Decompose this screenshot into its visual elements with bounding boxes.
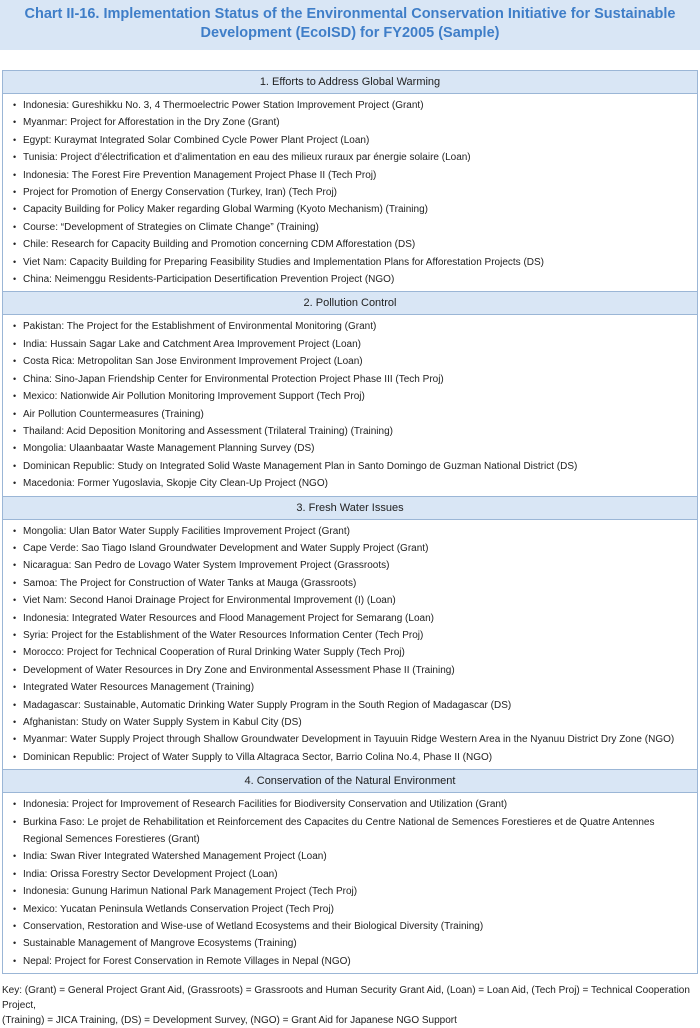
list-item: • Dominican Republic: Study on Integrated Solid Waste Management Plan in Santo Domingo de Guzman National District (DS) [3,458,697,475]
list-item: • Nicaragua: San Pedro de Lovago Water System Improvement Project (Grassroots) [3,557,697,574]
section-item-list [3,314,697,496]
list-item: • Indonesia: The Forest Fire Prevention Management Project Phase II (Tech Proj) [3,167,697,184]
section-4 [3,770,697,973]
list-item: • Indonesia: Gunung Harimun National Park Management Project (Tech Proj) [3,883,697,900]
section-2 [3,292,697,496]
list-item: • Mexico: Nationwide Air Pollution Monitoring Improvement Support (Tech Proj) [3,388,697,405]
section-3 [3,497,697,771]
list-item: • Mongolia: Ulan Bator Water Supply Facilities Improvement Project (Grant) [3,523,697,540]
list-item: • Viet Nam: Capacity Building for Preparing Feasibility Studies and Implementation Plans for Afforestation Projects (DS) [3,254,697,271]
initiative-table [2,70,698,974]
list-item: • Viet Nam: Second Hanoi Drainage Project for Environmental Improvement (I) (Loan) [3,592,697,609]
chart-title-line-2: Development (EcoISD) for FY2005 (Sample) [200,25,500,41]
list-item: • Costa Rica: Metropolitan San Jose Environment Improvement Project (Loan) [3,353,697,370]
list-item: • Pakistan: The Project for the Establishment of Environmental Monitoring (Grant) [3,318,697,335]
list-item: • Macedonia: Former Yugoslavia, Skopje City Clean-Up Project (NGO) [3,475,697,492]
list-item: • Nepal: Project for Forest Conservation in Remote Villages in Nepal (NGO) [3,953,697,970]
section-heading: 4. Conservation of the Natural Environment [3,770,697,792]
list-item: • Project for Promotion of Energy Conservation (Turkey, Iran) (Tech Proj) [3,184,697,201]
list-item: • Madagascar: Sustainable, Automatic Drinking Water Supply Program in the South Region of Madagascar (DS) [3,697,697,714]
section-1 [3,71,697,292]
list-item: • Morocco: Project for Technical Cooperation of Rural Drinking Water Supply (Tech Proj) [3,644,697,661]
list-item: • Sustainable Management of Mangrove Ecosystems (Training) [3,935,697,952]
chart-title-line-1: Chart II-16. Implementation Status of the Environmental Conservation Initiative for Sustainable [24,6,676,22]
list-item: • Conservation, Restoration and Wise-use of Wetland Ecosystems and their Biological Diversity (Training) [3,918,697,935]
list-item: • Egypt: Kuraymat Integrated Solar Combined Cycle Power Plant Project (Loan) [3,132,697,149]
list-item: • Capacity Building for Policy Maker regarding Global Warming (Kyoto Mechanism) (Training) [3,201,697,218]
list-item: • Dominican Republic: Project of Water Supply to Villa Altagraca Sector, Barrio Colina No.4, Phase II (NGO) [3,749,697,766]
section-item-list [3,519,697,771]
section-heading: 2. Pollution Control [3,292,697,314]
list-item: • Development of Water Resources in Dry Zone and Environmental Assessment Phase II (Training) [3,662,697,679]
section-item-list [3,792,697,973]
list-item: • Thailand: Acid Deposition Monitoring and Assessment (Trilateral Training) (Training) [3,423,697,440]
list-item: • Samoa: The Project for Construction of Water Tanks at Mauga (Grassroots) [3,575,697,592]
list-item: • Indonesia: Integrated Water Resources and Flood Management Project for Semarang (Loan) [3,610,697,627]
chart-title [0,0,700,50]
list-item: • India: Hussain Sagar Lake and Catchment Area Improvement Project (Loan) [3,336,697,353]
list-item: • Mongolia: Ulaanbaatar Waste Management Planning Survey (DS) [3,440,697,457]
key-line-1: Key: (Grant) = General Project Grant Aid, (Grassroots) = Grassroots and Human Security Grant Aid, (Loan) = Loan Aid, (Tech Proj) = Technical Cooperation Project, [2,985,690,1011]
list-item: • Air Pollution Countermeasures (Training) [3,406,697,423]
list-item: • China: Neimenggu Residents-Participation Desertification Prevention Project (NGO) [3,271,697,288]
list-item: • Integrated Water Resources Management (Training) [3,679,697,696]
key-legend [2,983,698,1028]
list-item: • Syria: Project for the Establishment of the Water Resources Information Center (Tech Proj) [3,627,697,644]
list-item: • India: Orissa Forestry Sector Development Project (Loan) [3,866,697,883]
list-item: • Course: “Development of Strategies on Climate Change” (Training) [3,219,697,236]
list-item: • Indonesia: Gureshikku No. 3, 4 Thermoelectric Power Station Improvement Project (Grant) [3,97,697,114]
list-item: • India: Swan River Integrated Watershed Management Project (Loan) [3,848,697,865]
list-item: • Indonesia: Project for Improvement of Research Facilities for Biodiversity Conservation and Utilization (Grant) [3,796,697,813]
list-item: • Myanmar: Water Supply Project through Shallow Groundwater Development in Tayuuin Ridge Western Area in the Nyanuu District Dry Zone (NGO) [3,731,697,748]
list-item: • Cape Verde: Sao Tiago Island Groundwater Development and Water Supply Project (Grant) [3,540,697,557]
list-item: • Tunisia: Project d’électrification et d’alimentation en eau des milieux ruraux par énergie solaire (Loan) [3,149,697,166]
list-item: • Afghanistan: Study on Water Supply System in Kabul City (DS) [3,714,697,731]
section-heading: 3. Fresh Water Issues [3,497,697,519]
section-heading: 1. Efforts to Address Global Warming [3,71,697,93]
list-item: • Mexico: Yucatan Peninsula Wetlands Conservation Project (Tech Proj) [3,901,697,918]
section-item-list [3,93,697,292]
list-item: • Myanmar: Project for Afforestation in the Dry Zone (Grant) [3,114,697,131]
list-item: • Burkina Faso: Le projet de Rehabilitation et Reinforcement des Capacites du Centre National de Semences Forestieres et de Quatre Antennes Regional Semences Forestieres (Grant) [3,814,697,849]
key-line-2: (Training) = JICA Training, (DS) = Development Survey, (NGO) = Grant Aid for Japanese NGO Support [2,1015,457,1026]
list-item: • Chile: Research for Capacity Building and Promotion concerning CDM Afforestation (DS) [3,236,697,253]
list-item: • China: Sino-Japan Friendship Center for Environmental Protection Project Phase III (Tech Proj) [3,371,697,388]
